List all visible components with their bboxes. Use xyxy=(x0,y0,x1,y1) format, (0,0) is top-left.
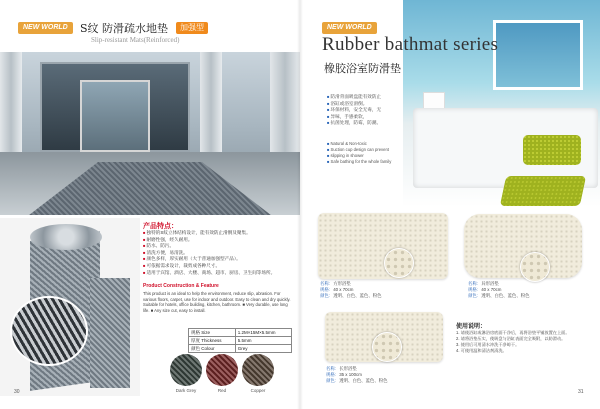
feature-item: ■ 防滑背面吸盘能有效防止 xyxy=(327,94,401,101)
swatch-label: Dark Grey xyxy=(175,388,197,393)
series-badge: NEW WORLD xyxy=(18,22,73,34)
spec-key: 厚度 Thickness xyxy=(189,337,236,345)
texture-closeup xyxy=(10,296,88,366)
spec-table xyxy=(188,328,292,353)
feature-item: ■ 清洗方便，易清洗。 xyxy=(143,250,293,257)
mat-roll-body xyxy=(90,278,130,388)
series-badge: NEW WORLD xyxy=(322,22,377,34)
page-subtitle: Slip-resistant Mats(Reinforced) xyxy=(91,36,180,44)
bath-mat-green xyxy=(523,135,581,165)
usage-notes-title: 使用说明： xyxy=(456,324,487,330)
feature-item: ■ 环保材料，安全无毒，无 xyxy=(327,107,401,114)
feature-item: ■ 适用于宾馆、酒店、大楼、商场、超市、厨房、卫生间等场所。 xyxy=(143,270,293,277)
page-title: Rubber bathmat series xyxy=(322,34,499,55)
spec-value: 1.2M×15M×5.5mm xyxy=(235,329,291,337)
feature-list xyxy=(143,230,293,276)
swatch-label: Red xyxy=(217,388,227,393)
note-item: 3. 使用后可用清水冲洗干净晾干。 xyxy=(456,342,520,347)
product-info: 名称：异形浴垫 规格：40 x 70cm 颜色：透明、白色、蓝色、粉色 xyxy=(468,281,530,299)
feature-item: ■ slipping in shower xyxy=(327,153,401,159)
feature-item: ■ 耐磨性强，经久耐用。 xyxy=(143,237,293,244)
table-row xyxy=(189,345,292,353)
table-row xyxy=(189,329,292,337)
feature-item: ■ 可依据需求设计，裁剪成各种尺寸。 xyxy=(143,263,293,270)
entrance-door xyxy=(80,80,150,152)
note-item: 1. 请使浴缸或淋浴房底面干净后，再将浴垫平铺放置在上面。 xyxy=(456,330,570,335)
table-row xyxy=(189,337,292,345)
color-swatch-copper xyxy=(242,354,274,386)
note-item: 2. 请将浴垫压实，使吸盘与浴缸表面完全吸附，以防滑动。 xyxy=(456,336,566,341)
usage-notes xyxy=(456,330,588,354)
feature-item: ■ 独特的S纹立体结构设计，能有效防止滑倒及聚集。 xyxy=(143,230,293,237)
suction-cup-closeup xyxy=(384,248,414,278)
feature-item: ■ 防水、防污。 xyxy=(143,243,293,250)
color-swatch-red xyxy=(206,354,238,386)
color-swatch-dark-grey xyxy=(170,354,202,386)
bathroom-photo xyxy=(403,0,600,207)
feature-list xyxy=(327,94,401,127)
mat-roll-top xyxy=(30,224,102,250)
reinforced-tag: 加强型 xyxy=(176,22,208,34)
feature-item: ■ Safe bathing for the whole family xyxy=(327,159,401,165)
feature-item: ■ 抗菌处理，防霉，防潮。 xyxy=(327,120,401,127)
entrance-mat-photo xyxy=(0,52,300,215)
page-title: S纹 防滑疏水地垫 xyxy=(80,22,169,35)
note-item: 4. 可使用温和清洁剂清洗。 xyxy=(456,348,507,353)
spec-value: 5.5mm xyxy=(235,337,291,345)
bath-mat-green xyxy=(500,176,586,206)
page-number: 31 xyxy=(578,389,584,395)
page-number: 30 xyxy=(14,389,20,395)
construction-title: Product Construction & Feature xyxy=(143,283,219,289)
suction-cup-closeup xyxy=(372,332,402,362)
feature-item: ■ 浴缸或浴室滑倒。 xyxy=(327,101,401,108)
product-info: 名称：方形浴垫 规格：40 x 70cm 颜色：透明、白色、蓝色、粉色 xyxy=(320,281,382,299)
spec-value: Grey xyxy=(235,345,291,353)
spec-key: 颜色 Colour xyxy=(189,345,236,353)
feature-item: ■ Natural & Non-toxic xyxy=(327,141,401,147)
bath-mat-product xyxy=(318,213,448,279)
page-gutter xyxy=(297,0,303,409)
page-subtitle: 橡胶浴室防滑垫 xyxy=(324,62,401,75)
construction-text: This product is an ideal to help the environment, reduce slip, abrasion. For various floors, carpet, use for indoor and outdoor. Easy to clean and dry quickly. Suitable for hotels, office building, kitchen, bathroom. ■ Very durable, use long life. ■ Any size cut, easy to install. xyxy=(143,291,291,313)
suction-cup-closeup xyxy=(520,252,550,282)
feature-item: ■ Suction cup design can prevent xyxy=(327,147,401,153)
window-sea-view xyxy=(493,20,583,90)
feature-list-en xyxy=(327,141,401,165)
features-title: 产品特点： xyxy=(143,223,178,230)
swatch-label: Copper xyxy=(250,388,266,393)
product-info: 名称：长形浴垫 规格：35 x 100cm 颜色：透明、白色、蓝色、粉色 xyxy=(326,366,388,384)
feature-item: ■ 颜色多样，厚实耐用（大于普通加强型产品）。 xyxy=(143,256,293,263)
feature-item: ■ 异味，手感柔软， xyxy=(327,114,401,121)
spec-key: 规格 Size xyxy=(189,329,236,337)
